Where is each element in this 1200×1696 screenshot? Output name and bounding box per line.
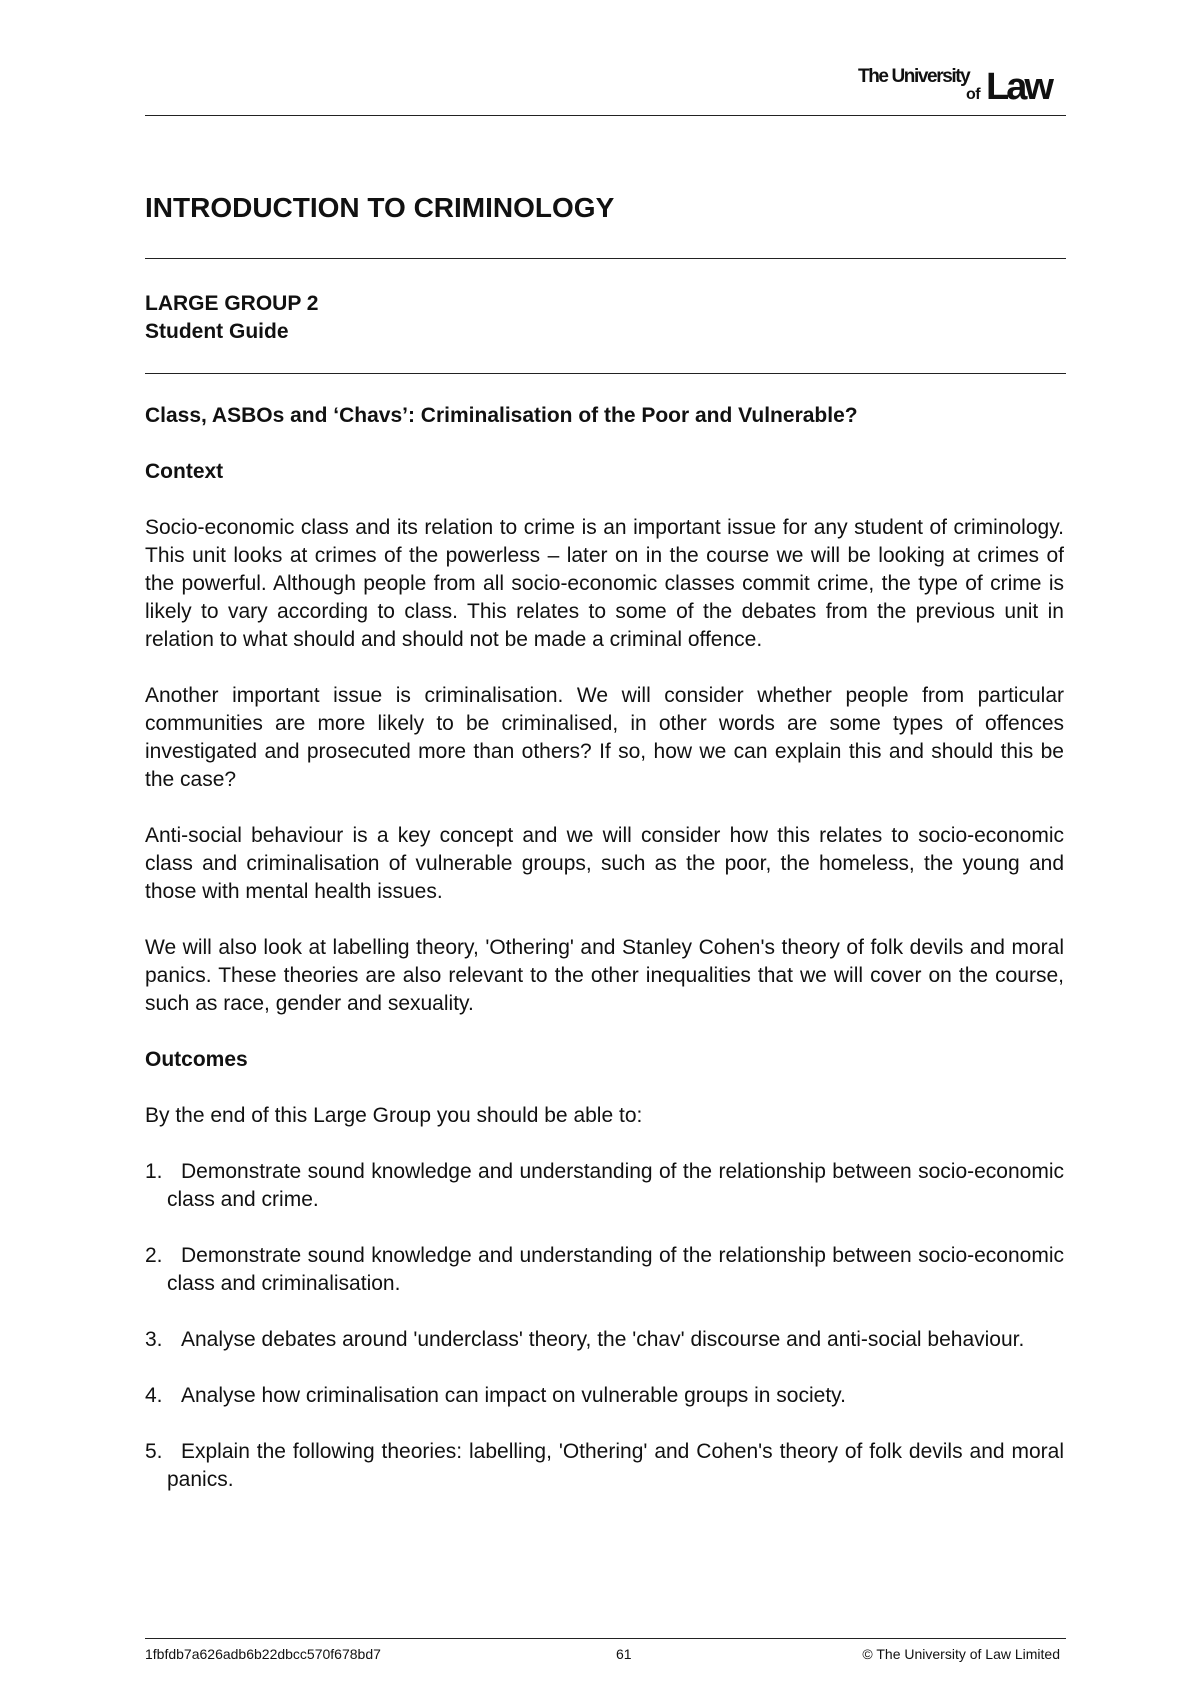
university-of-law-logo — [858, 66, 1066, 106]
outcome-number: 3. — [145, 1328, 163, 1351]
large-group-label: LARGE GROUP 2 — [145, 292, 319, 315]
document-title: INTRODUCTION TO CRIMINOLOGY — [145, 192, 615, 223]
footer-document-id: 1fbfdb7a626adb6b22dbcc570f678bd7 — [145, 1646, 381, 1662]
outcome-item — [145, 1242, 1064, 1298]
outcome-number: 4. — [145, 1384, 163, 1407]
outcomes-heading: Outcomes — [145, 1048, 248, 1071]
context-heading: Context — [145, 460, 224, 483]
logo-of-text: of — [966, 86, 981, 103]
outcome-text: Analyse debates around 'underclass' theory, the 'chav' discourse and anti-social behaviour. — [181, 1328, 1025, 1351]
logo-the-university-text: The University — [858, 66, 970, 87]
session-title: Class, ASBOs and ‘Chavs’: Criminalisation of the Poor and Vulnerable? — [145, 404, 858, 427]
outcome-item — [145, 1438, 1064, 1494]
footer-divider — [145, 1638, 1066, 1639]
document-content — [145, 402, 1064, 1522]
context-paragraph: Another important issue is criminalisation. We will consider whether people from particular communities are more likely to be criminalised, in other words are some types of offences investigated and prosecuted more than others? If so, how we can explain this and should this be the case? — [145, 684, 1064, 791]
section-divider — [145, 373, 1066, 374]
context-paragraph: We will also look at labelling theory, 'Othering' and Stanley Cohen's theory of folk devils and moral panics. These theories are also relevant to the other inequalities that we will cover on the course, such as race, gender and sexuality. — [145, 936, 1064, 1015]
outcome-item — [145, 1158, 1064, 1214]
context-paragraph: Anti-social behaviour is a key concept and we will consider how this relates to socio-economic class and criminalisation of vulnerable groups, such as the poor, the homeless, the young and those with mental health issues. — [145, 824, 1064, 903]
group-heading — [145, 290, 318, 346]
outcome-number: 5. — [145, 1440, 163, 1463]
student-guide-label: Student Guide — [145, 320, 289, 343]
footer-copyright: © The University of Law Limited — [862, 1646, 1060, 1662]
outcome-number: 1. — [145, 1160, 163, 1183]
footer-page-number: 61 — [616, 1646, 632, 1662]
outcome-text: Analyse how criminalisation can impact on vulnerable groups in society. — [181, 1384, 846, 1407]
logo-law-text: Law — [986, 66, 1051, 108]
outcome-text: Demonstrate sound knowledge and understanding of the relationship between socio-economic class and criminalisation. — [167, 1244, 1064, 1295]
outcome-text: Explain the following theories: labelling, 'Othering' and Cohen's theory of folk devils and moral panics. — [167, 1440, 1064, 1491]
title-divider — [145, 258, 1066, 259]
outcome-text: Demonstrate sound knowledge and understanding of the relationship between socio-economic class and crime. — [167, 1160, 1064, 1211]
outcome-item — [145, 1326, 1064, 1354]
outcomes-intro: By the end of this Large Group you should be able to: — [145, 1104, 643, 1127]
context-paragraph: Socio-economic class and its relation to crime is an important issue for any student of criminology. This unit looks at crimes of the powerless – later on in the course we will be looking at crimes of the powerful. Although people from all socio-economic classes commit crime, the type of crime is likely to vary according to class. This relates to some of the debates from the previous unit in relation to what should and should not be made a criminal offence. — [145, 516, 1064, 651]
outcome-number: 2. — [145, 1244, 163, 1267]
outcome-item — [145, 1382, 1064, 1410]
header-divider — [145, 115, 1066, 116]
outcomes-list — [145, 1158, 1064, 1494]
